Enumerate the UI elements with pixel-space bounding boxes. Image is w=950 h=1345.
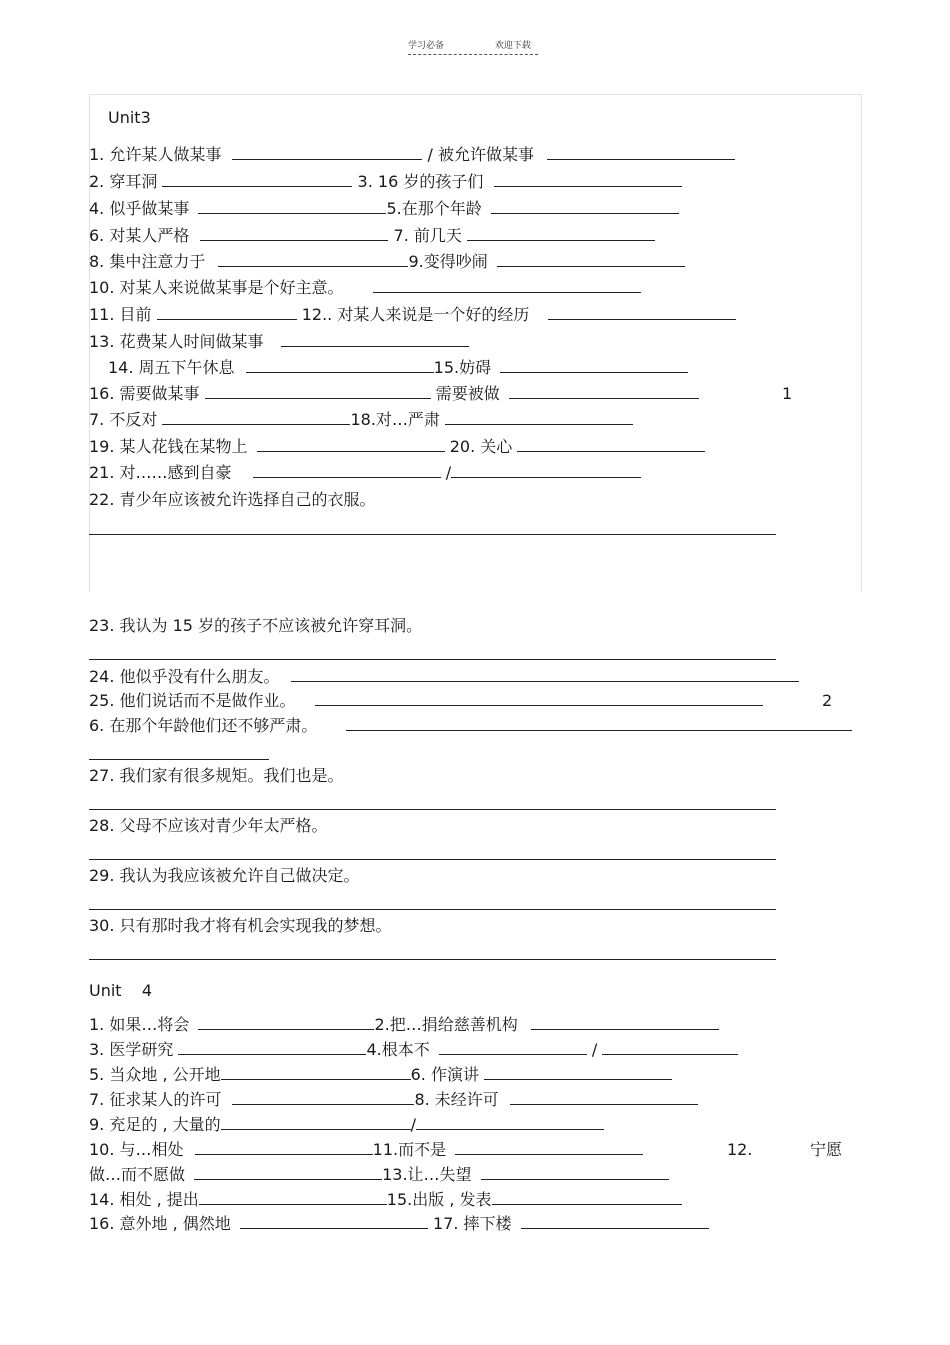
unit3-line-6 [89, 277, 641, 299]
answer-blank[interactable] [198, 1015, 374, 1030]
unit3-line-9 [108, 357, 688, 379]
answer-line[interactable] [89, 859, 776, 860]
answer-blank[interactable] [373, 278, 641, 293]
item-text: 16. 意外地 , 偶然地 [89, 1214, 231, 1233]
answer-blank[interactable] [467, 226, 655, 241]
answer-blank[interactable] [491, 199, 679, 214]
unit3-line-4 [89, 225, 655, 247]
sentence-29: 29. 我认为我应该被允许自己做决定。 [89, 866, 360, 885]
answer-blank[interactable] [416, 1115, 604, 1130]
answer-blank[interactable] [547, 145, 735, 160]
item-text: 6. 作演讲 [410, 1065, 479, 1084]
answer-blank[interactable] [451, 463, 641, 478]
answer-blank[interactable] [445, 410, 633, 425]
item-text: 12.. 对某人来说是一个好的经历 [301, 305, 530, 324]
unit4-line-9 [89, 1213, 709, 1235]
answer-blank[interactable] [602, 1040, 738, 1055]
unit4-line-6 [89, 1139, 643, 1161]
answer-blank[interactable] [291, 667, 799, 682]
item-text: 5.在那个年龄 [386, 199, 482, 218]
item-text: 7. 不反对 [89, 410, 158, 429]
item-text: 2.把…捐给慈善机构 [374, 1015, 518, 1034]
sentence-25 [89, 690, 763, 712]
page-number-2: 2 [822, 691, 833, 710]
answer-line[interactable] [89, 659, 776, 660]
answer-blank[interactable] [484, 1065, 672, 1080]
sentence-26 [89, 715, 852, 737]
answer-line[interactable] [89, 959, 776, 960]
answer-blank[interactable] [492, 1190, 682, 1205]
answer-blank[interactable] [218, 252, 408, 267]
item-text: 8. 集中注意力于 [89, 252, 206, 271]
unit4-line-1 [89, 1014, 719, 1036]
unit3-line-11 [89, 409, 633, 431]
unit3-line-5 [89, 251, 685, 273]
answer-blank[interactable] [315, 691, 763, 706]
unit3-line-8 [89, 331, 469, 353]
item-text: 16. 需要做某事 [89, 384, 200, 403]
item-text: 1. 如果…将会 [89, 1015, 190, 1034]
item-text: 6. 在那个年龄他们还不够严肃。 [89, 716, 318, 735]
item-text: 25. 他们说话而不是做作业。 [89, 691, 296, 710]
sentence-24 [89, 666, 799, 688]
answer-blank[interactable] [178, 1040, 366, 1055]
unit3-line-3 [89, 198, 679, 220]
item-text: 1. 允许某人做某事 [89, 145, 222, 164]
sentence-27: 27. 我们家有很多规矩。我们也是。 [89, 766, 344, 785]
sentence-23: 23. 我认为 15 岁的孩子不应该被允许穿耳洞。 [89, 616, 423, 635]
item-text: 15.出版 , 发表 [386, 1190, 492, 1209]
item-text: 7. 前几天 [393, 226, 462, 245]
sentence-28: 28. 父母不应该对青少年太严格。 [89, 816, 328, 835]
unit4-line-3 [89, 1064, 672, 1086]
item-text: / 被允许做某事 [427, 145, 535, 164]
unit4-line-7 [89, 1164, 669, 1186]
answer-blank[interactable] [199, 1190, 387, 1205]
item-text: / [591, 1040, 598, 1059]
answer-blank[interactable] [221, 1065, 411, 1080]
unit3-line-10 [89, 383, 699, 405]
answer-blank[interactable] [200, 226, 388, 241]
item-text: 9. 充足的 , 大量的 [89, 1115, 221, 1134]
item-text: 3. 16 岁的孩子们 [357, 172, 484, 191]
sentence-30: 30. 只有那时我才将有机会实现我的梦想。 [89, 916, 392, 935]
answer-blank[interactable] [481, 1165, 669, 1180]
item-text: 6. 对某人严格 [89, 226, 190, 245]
item-text: 9.变得吵闹 [408, 252, 488, 271]
page-number-1: 1 [782, 384, 793, 403]
item-text: 做…而不愿做 [89, 1165, 186, 1184]
item-text: 3. 医学研究 [89, 1040, 174, 1059]
answer-blank[interactable] [500, 358, 688, 373]
header-divider [408, 54, 538, 55]
item-text: 8. 未经许可 [414, 1090, 499, 1109]
answer-blank[interactable] [494, 172, 682, 187]
answer-blank[interactable] [162, 172, 352, 187]
item-text: 17. 摔下楼 [432, 1214, 512, 1233]
item-text: 5. 当众地 , 公开地 [89, 1065, 221, 1084]
answer-line[interactable] [89, 809, 776, 810]
answer-blank[interactable] [157, 305, 297, 320]
unit3-line-7 [89, 304, 736, 326]
unit3-title: Unit3 [108, 108, 151, 127]
answer-blank[interactable] [162, 410, 350, 425]
unit4-item-12-number: 12. [727, 1140, 753, 1159]
item-text: 4.根本不 [366, 1040, 430, 1059]
answer-blank[interactable] [509, 384, 699, 399]
answer-blank[interactable] [517, 437, 705, 452]
answer-blank[interactable] [346, 716, 852, 731]
unit3-line-13 [89, 462, 641, 484]
sentence-22: 22. 青少年应该被允许选择自己的衣服。 [89, 490, 376, 509]
page-header [408, 38, 531, 51]
item-text: 需要被做 [435, 384, 500, 403]
answer-blank[interactable] [221, 1115, 411, 1130]
item-text: 4. 似乎做某事 [89, 199, 190, 218]
answer-blank[interactable] [455, 1140, 643, 1155]
answer-blank[interactable] [246, 358, 434, 373]
answer-blank[interactable] [548, 305, 736, 320]
item-text: 18.对…严肃 [350, 410, 440, 429]
item-text: 24. 他似乎没有什么朋友。 [89, 667, 280, 686]
item-text: 14. 相处 , 提出 [89, 1190, 199, 1209]
item-text: / [410, 1115, 417, 1134]
answer-blank[interactable] [232, 145, 422, 160]
unit4-line-4 [89, 1089, 698, 1111]
unit4-title: Unit 4 [89, 981, 153, 1000]
item-text: 7. 征求某人的许可 [89, 1090, 222, 1109]
answer-line[interactable] [89, 534, 776, 535]
answer-blank[interactable] [232, 1090, 414, 1105]
item-text: 2. 穿耳洞 [89, 172, 158, 191]
item-text: 21. 对……感到自豪 [89, 463, 232, 482]
item-text: 13.让…失望 [382, 1165, 472, 1184]
answer-blank[interactable] [253, 463, 441, 478]
unit3-line-1 [89, 144, 735, 166]
unit4-item-12-text: 宁愿 [810, 1140, 843, 1159]
answer-blank[interactable] [240, 1214, 428, 1229]
item-text: 11.而不是 [372, 1140, 447, 1159]
answer-blank[interactable] [439, 1040, 587, 1055]
unit4-line-5 [89, 1114, 604, 1136]
answer-line[interactable] [89, 759, 269, 760]
answer-blank[interactable] [531, 1015, 719, 1030]
header-left: 学习必备 [408, 41, 445, 51]
unit3-line-12 [89, 436, 705, 458]
answer-blank[interactable] [198, 199, 386, 214]
item-text: 10. 与…相处 [89, 1140, 184, 1159]
unit4-line-2 [89, 1039, 738, 1061]
item-text: 15.妨碍 [433, 358, 492, 377]
answer-blank[interactable] [510, 1090, 698, 1105]
unit3-line-2 [89, 171, 682, 193]
unit4-line-8 [89, 1189, 682, 1211]
answer-blank[interactable] [257, 437, 445, 452]
item-text: 20. 关心 [449, 437, 513, 456]
header-right: 欢迎下载 [494, 41, 531, 51]
answer-line[interactable] [89, 909, 776, 910]
answer-blank[interactable] [194, 1165, 382, 1180]
answer-blank[interactable] [521, 1214, 709, 1229]
answer-blank[interactable] [281, 332, 469, 347]
item-text: 13. 花费某人时间做某事 [89, 332, 264, 351]
answer-blank[interactable] [205, 384, 431, 399]
item-text: / [445, 463, 452, 482]
answer-blank[interactable] [497, 252, 685, 267]
item-text: 14. 周五下午休息 [108, 358, 235, 377]
item-text: 10. 对某人来说做某事是个好主意。 [89, 278, 344, 297]
answer-blank[interactable] [195, 1140, 373, 1155]
item-text: 11. 目前 [89, 305, 152, 324]
item-text: 19. 某人花钱在某物上 [89, 437, 248, 456]
